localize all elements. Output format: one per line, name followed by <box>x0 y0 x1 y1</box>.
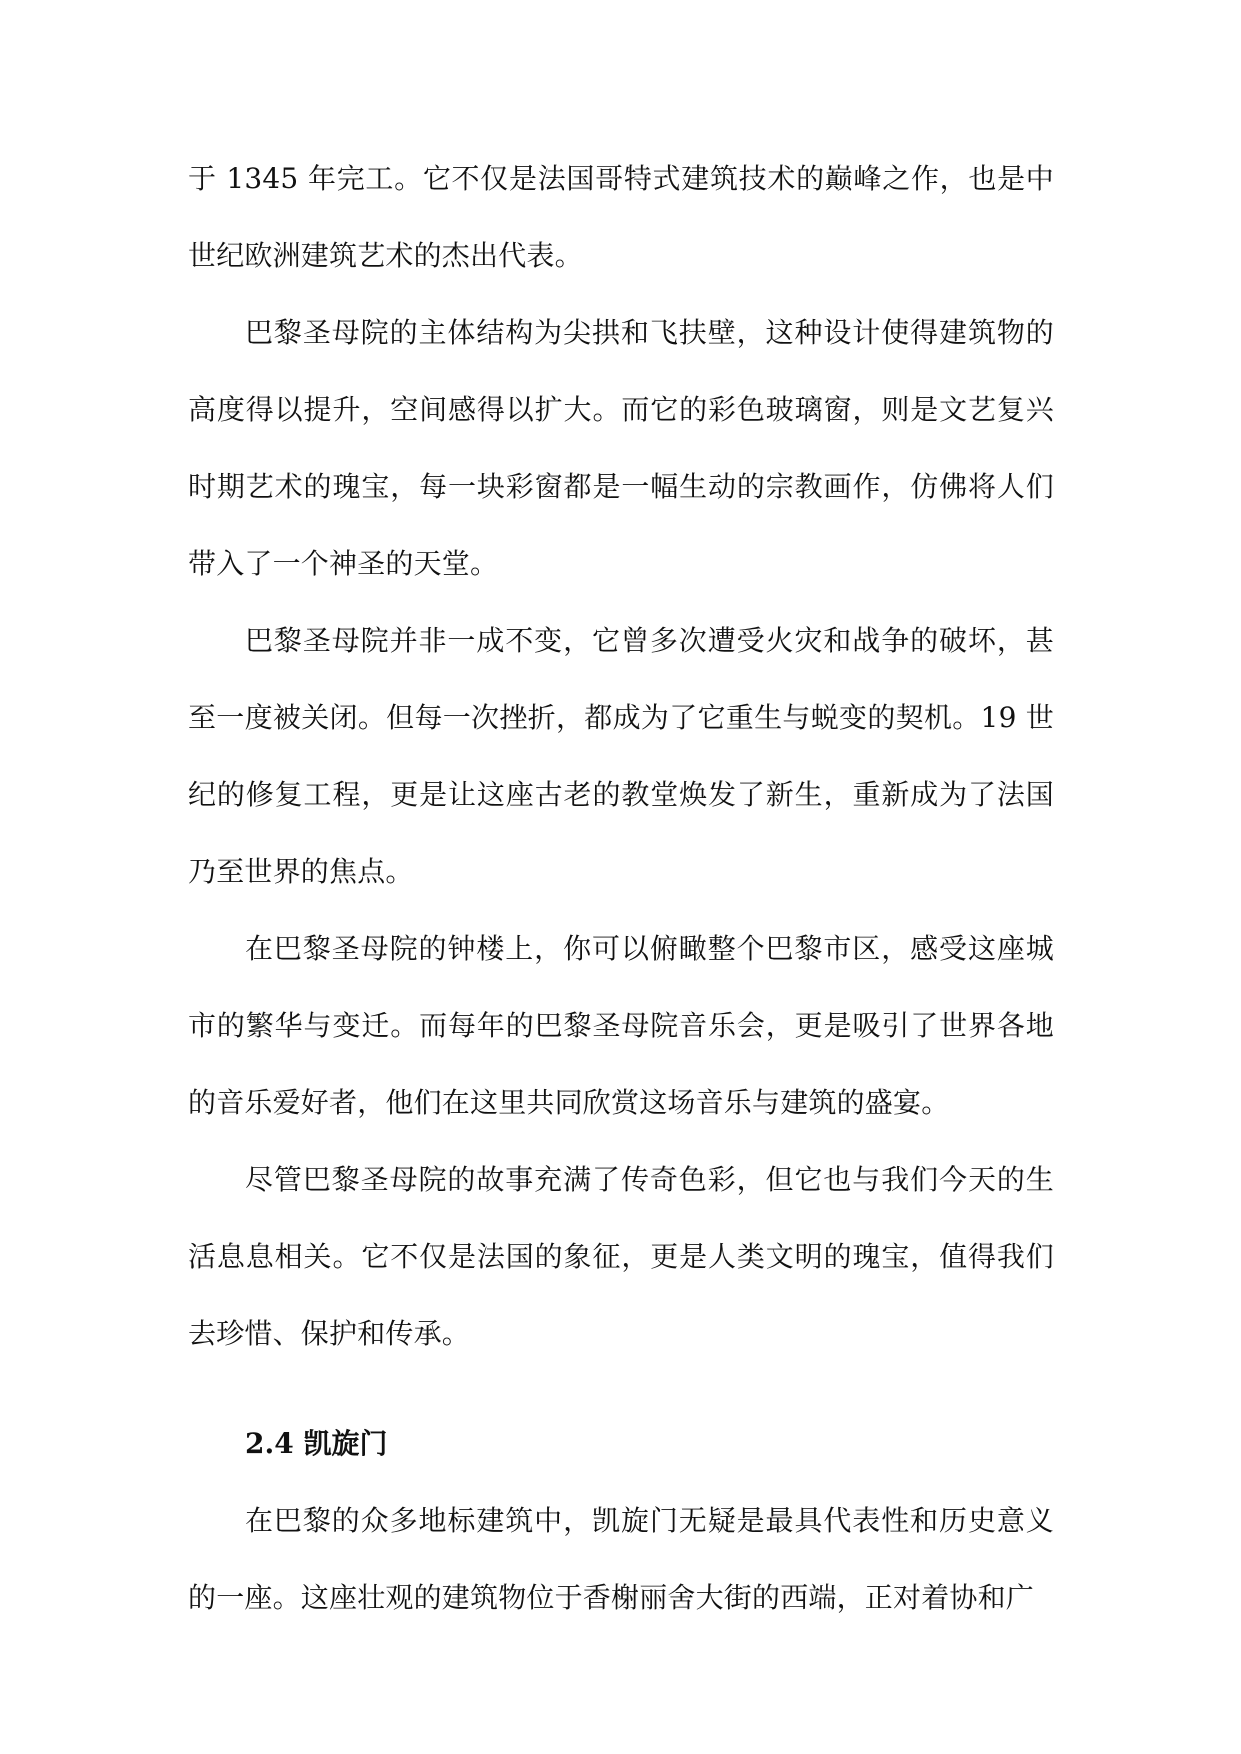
document-body <box>188 140 1054 1636</box>
paragraph-history: 巴黎圣母院并非一成不变，它曾多次遭受火灾和战争的破坏，甚至一度被关闭。但每一次挫折，都成为了它重生与蜕变的契机。19 世纪的修复工程，更是让这座古老的教堂焕发了新生，重新成为了法国乃至世界的焦点。 <box>188 624 1054 888</box>
paragraph-bell-tower: 在巴黎圣母院的钟楼上，你可以俯瞰整个巴黎市区，感受这座城市的繁华与变迁。而每年的巴黎圣母院音乐会，更是吸引了世界各地的音乐爱好者，他们在这里共同欣赏这场音乐与建筑的盛宴。 <box>188 932 1054 1119</box>
paragraph-continuation: 于 1345 年完工。它不仅是法国哥特式建筑技术的巅峰之作，也是中世纪欧洲建筑艺术的杰出代表。 <box>188 162 1054 272</box>
paragraph-significance: 尽管巴黎圣母院的故事充满了传奇色彩，但它也与我们今天的生活息息相关。它不仅是法国的象征，更是人类文明的瑰宝，值得我们去珍惜、保护和传承。 <box>188 1163 1054 1350</box>
paragraph-structure: 巴黎圣母院的主体结构为尖拱和飞扶壁，这种设计使得建筑物的高度得以提升，空间感得以扩大。而它的彩色玻璃窗，则是文艺复兴时期艺术的瑰宝，每一块彩窗都是一幅生动的宗教画作，仿佛将人们带入了一个神圣的天堂。 <box>188 316 1054 580</box>
section-heading: 2.4 凯旋门 <box>245 1427 388 1460</box>
paragraph-arc-de-triomphe: 在巴黎的众多地标建筑中，凯旋门无疑是最具代表性和历史意义的一座。这座壮观的建筑物位于香榭丽舍大街的西端，正对着协和广 <box>188 1504 1054 1614</box>
